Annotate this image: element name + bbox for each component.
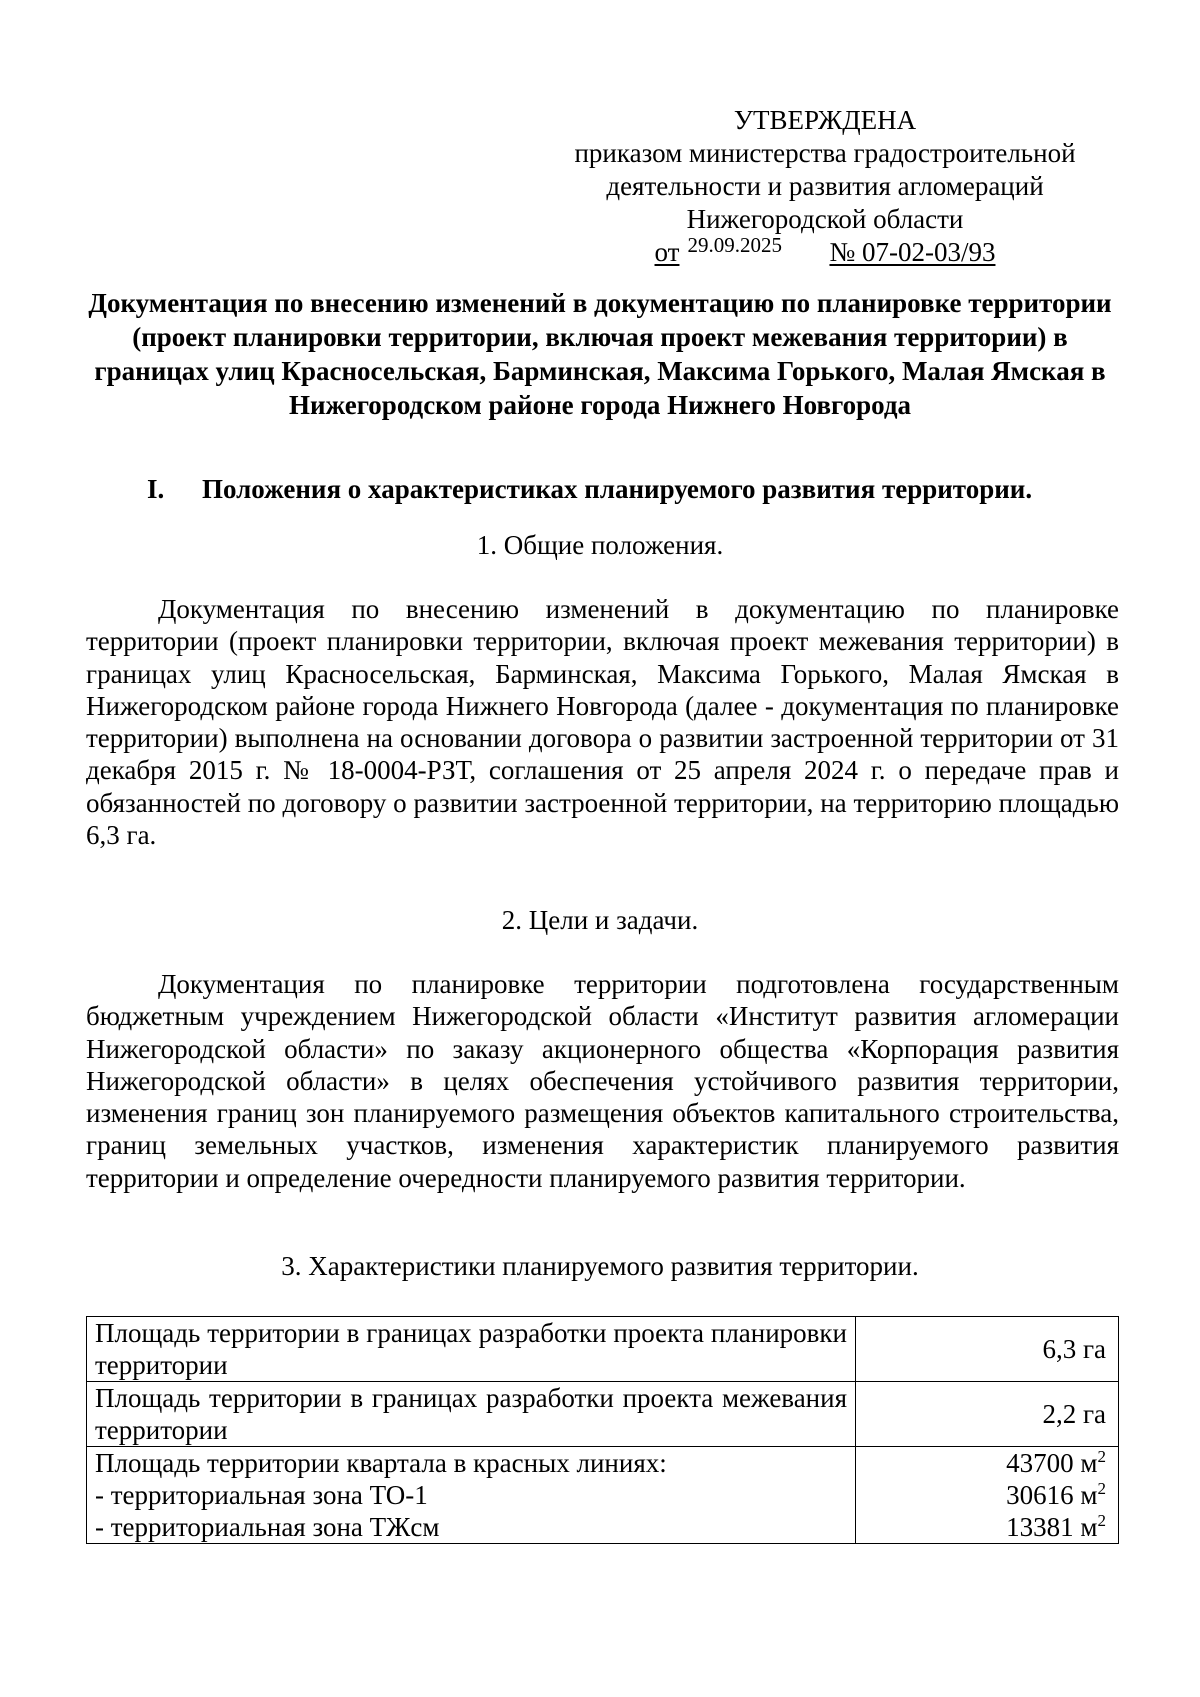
table-row <box>87 1447 1119 1544</box>
subsection-2-heading: 2. Цели и задачи. <box>501 905 699 935</box>
order-number: № 07-02-03/93 <box>829 237 996 267</box>
quarter-area-label: Площадь территории квартала в красных линиях: <box>95 1448 667 1478</box>
area-number: 13381 м <box>1006 1512 1098 1542</box>
area-number: 43700 м <box>1006 1448 1098 1478</box>
document-title: Документация по внесению изменений в документацию по планировке территории (проект планировки территории, включая проект межевания территории) в границах улиц Красносельская, Барминская, Максима Горького, Малая Ямская в Нижегородском районе города Нижнего Новгорода <box>88 288 1112 420</box>
approval-line-department: деятельности и развития агломераций <box>606 171 1044 201</box>
table-cell-value <box>856 1447 1119 1544</box>
approval-date-row <box>654 233 996 271</box>
unit-superscript: 2 <box>1097 1511 1106 1530</box>
unit-superscript: 2 <box>1097 1447 1106 1466</box>
approval-heading: УТВЕРЖДЕНА <box>733 105 917 135</box>
approval-line-region: Нижегородской области <box>686 204 964 234</box>
quarter-area-value <box>864 1447 1106 1479</box>
zone-value <box>864 1479 1106 1511</box>
subsection-2-paragraph: Документация по планировке территории подготовлена государственным бюджетным учреждением Нижегородской области «Институт развития агломерации Нижегородской области» по заказу акционерного общества «Корпорация развития Нижегородской области» в целях обеспечения устойчивого развития территории, изменения границ зон планируемого размещения объектов капитального строительства, границ земельных участков, изменения характеристик планируемого развития территории и определение очередности планируемого развития территории. <box>86 969 1119 1193</box>
date-prefix: от <box>654 237 680 267</box>
section-number: I. <box>147 474 165 504</box>
table-cell-label: Площадь территории в границах разработки проекта планировки территории <box>87 1317 856 1382</box>
approval-block <box>540 104 1110 271</box>
table-cell-label <box>87 1447 856 1544</box>
characteristics-table <box>86 1316 1119 1544</box>
table-row <box>87 1382 1119 1447</box>
approval-line-ministry: приказом министерства градостроительной <box>574 138 1076 168</box>
approval-date-line <box>540 233 1110 271</box>
table-row <box>87 1317 1119 1382</box>
subsection-3-heading: 3. Характеристики планируемого развития территории. <box>281 1251 919 1281</box>
table-cell-value: 6,3 га <box>856 1317 1119 1382</box>
section-title: Положения о характеристиках планируемого развития территории. <box>202 474 1033 504</box>
table-cell-value: 2,2 га <box>856 1382 1119 1447</box>
zone-value <box>864 1511 1106 1543</box>
approval-date: 29.09.2025 <box>687 233 782 257</box>
unit-superscript: 2 <box>1097 1479 1106 1498</box>
area-number: 30616 м <box>1006 1480 1098 1510</box>
subsection-1-heading: 1. Общие положения. <box>476 530 724 560</box>
zone-label: - территориальная зона ТЖсм <box>95 1512 440 1542</box>
section-heading <box>147 472 1107 506</box>
table-cell-label: Площадь территории в границах разработки проекта межевания территории <box>87 1382 856 1447</box>
subsection-1-paragraph: Документация по внесению изменений в документацию по планировке территории (проект планировки территории, включая проект межевания территории) в границах улиц Красносельская, Барминская, Максима Горького, Малая Ямская в Нижегородском районе города Нижнего Новгорода (далее - документация по планировке территории) выполнена на основании договора о развитии застроенной территории от 31 декабря 2015 г. № 18-0004-РЗТ, соглашения от 25 апреля 2024 г. о передаче прав и обязанностей по договору о развитии застроенной территории, на территорию площадью 6,3 га. <box>86 594 1119 851</box>
zone-label: - территориальная зона ТО-1 <box>95 1480 428 1510</box>
